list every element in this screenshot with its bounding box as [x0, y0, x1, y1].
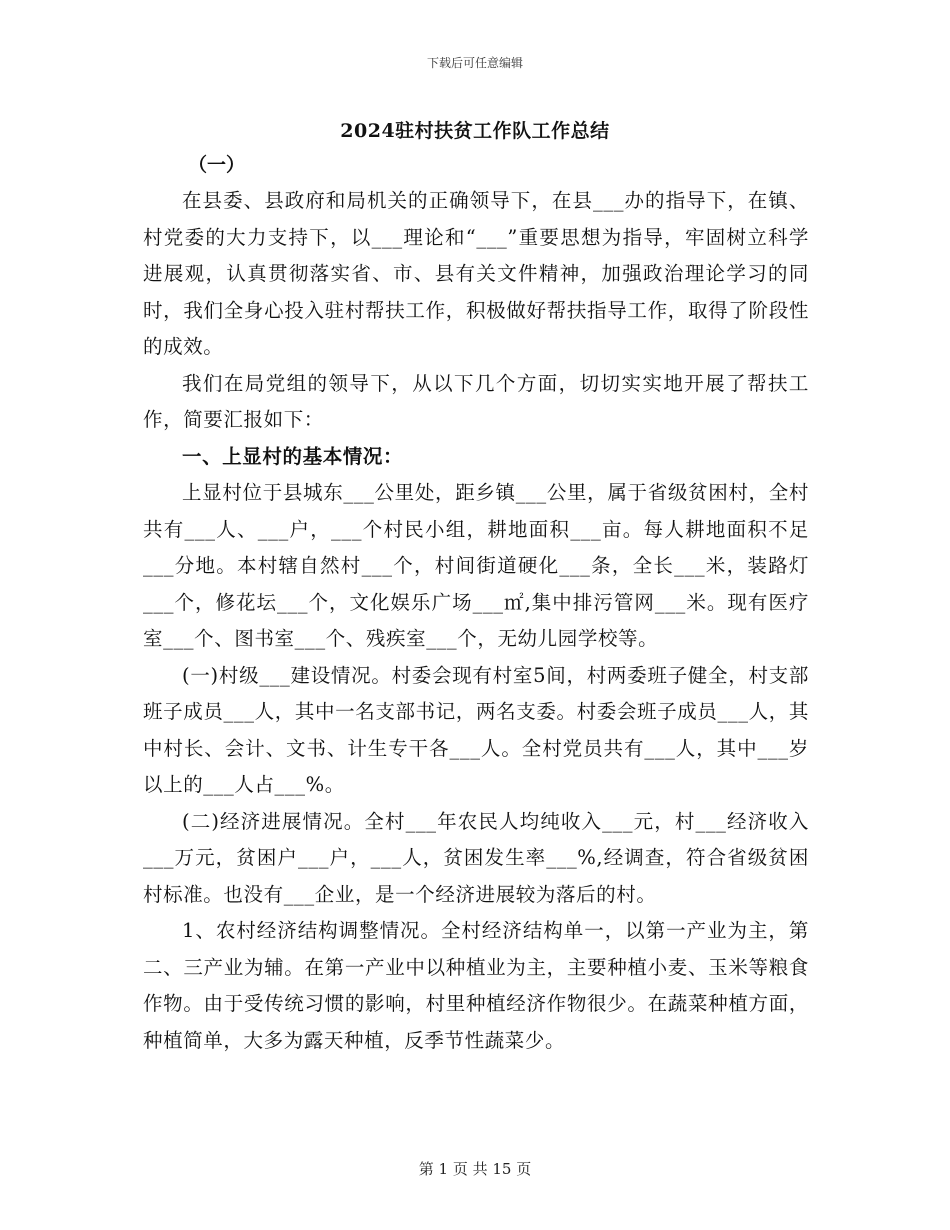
paragraph-village-info: 上显村位于县城东___公里处，距乡镇___公里，属于省级贫困村，全村共有___人、___户，___个村民小组，耕地面积___亩。每人耕地面积不足___分地。本村辖自然村___个，村间街道硬化___条，全长___米，装路灯___个，修花坛___个，文化娱乐广场___㎡,集中排污管网___米。现有医疗室___个、图书室___个、残疾室___个，无幼儿园学校等。 — [143, 481, 809, 650]
paragraph-overview: 我们在局党组的领导下，从以下几个方面，切切实实地开展了帮扶工作，简要汇报如下： — [143, 371, 809, 431]
paragraph-economic-structure: 1、农村经济结构调整情况。全村经济结构单一，以第一产业为主，第二、三产业为辅。在第一产业中以种植业为主，主要种植小麦、玉米等粮食作物。由于受传统习惯的影响，村里种植经济作物很少。在蔬菜种植方面，种植简单，大多为露天种植，反季节性蔬菜少。 — [143, 919, 809, 1052]
paragraph-economic-development: (二)经济进展情况。全村___年农民人均纯收入___元，村___经济收入___万元，贫困户___户，___人，贫困发生率___%,经调查，符合省级贫困村标准。也没有___企业，是一个经济进展较为落后的村。 — [143, 809, 809, 906]
document-body — [143, 183, 809, 1059]
section-heading-basic-situation: 一、上显村的基本情况： — [182, 444, 404, 468]
paragraph-village-construction: (一)村级___建设情况。村委会现有村室5间，村两委班子健全，村支部班子成员___人，其中一名支部书记，两名支委。村委会班子成员___人，其中村长、会计、文书、计生专干各___人。全村党员共有___人，其中___岁以上的___人占___%。 — [143, 663, 809, 796]
section-marker: （一） — [188, 154, 246, 176]
document-title: 2024驻村扶贫工作队工作总结 — [340, 120, 610, 142]
page-number-footer: 第 1 页 共 15 页 — [418, 1160, 532, 1178]
header-note: 下载后可任意编辑 — [426, 56, 523, 70]
paragraph-intro: 在县委、县政府和局机关的正确领导下，在县___办的指导下，在镇、村党委的大力支持下，以___理论和“___”重要思想为指导，牢固树立科学进展观，认真贯彻落实省、市、县有关文件精神，加强政治理论学习的同时，我们全身心投入驻村帮扶工作，积极做好帮扶指导工作，取得了阶段性的成效。 — [143, 189, 809, 358]
